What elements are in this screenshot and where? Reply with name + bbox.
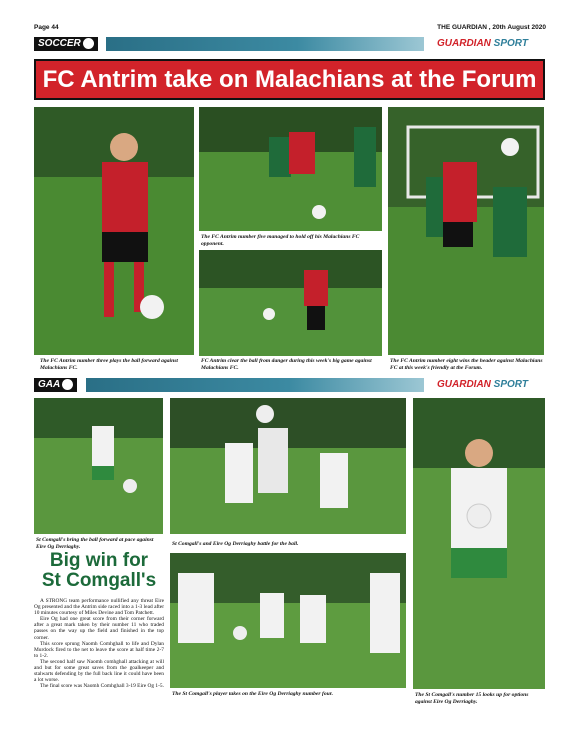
- caption-soccer-3: FC Antrim clear the ball from danger during this week's big game against Malachians FC.: [201, 358, 372, 371]
- section-bar: [106, 37, 424, 51]
- caption-soccer-2: The FC Antrim number five managed to hold off his Malachians FC opponent.: [201, 234, 360, 247]
- caption-soccer-4: The FC Antrim number eight wins the header against Malachians FC at this week's friendly at the Forum.: [390, 358, 543, 371]
- gaelic-ball-icon: [62, 379, 73, 390]
- photo-battle-for-ball: [170, 398, 406, 534]
- article-paragraph: This score sprung Naomh Comhghall to life and Dylan Murdock fired to the net to leave the score at half time 2-7 to 1-2.: [34, 640, 164, 659]
- photo-fc-antrim-number-five: [199, 107, 382, 231]
- gaa-headline: [34, 551, 164, 591]
- caption-gaa-2: St Comgall's and Eire Og Derriaghy battle for the ball.: [172, 541, 299, 547]
- soccer-headline: FC Antrim take on Malachians at the Forum: [42, 65, 537, 93]
- article-paragraph: The final score was Naomh Comhghall 3-19 Eire Og 1-5.: [40, 683, 164, 690]
- paper-date: THE GUARDIAN , 20th August 2020: [437, 24, 546, 31]
- caption-gaa-3: The St Comgall's player takes on the Eire Og Derriaghy number four.: [172, 691, 333, 697]
- gaa-label: GAA: [38, 379, 61, 390]
- soccer-section-label: [34, 37, 98, 51]
- photo-fc-antrim-number-three: [34, 107, 194, 355]
- guardian-sport-logo: [437, 38, 528, 49]
- brand-sport-gaa: SPORT: [493, 379, 528, 390]
- photo-fc-antrim-clear-ball: [199, 250, 382, 356]
- article-paragraph: A STRONG team performance nullified any threat Eire Og presented and the Antrim side raced into a 1-3 lead after 10 minutes courtesy of Miles Devine and Tom Patchett.: [34, 598, 164, 617]
- caption-gaa-4: The St Comgall's number 15 looks up for options against Eire Og Derriaghy.: [415, 692, 529, 705]
- guardian-sport-logo-gaa: [437, 379, 528, 390]
- soccer-headline-box: [34, 59, 545, 100]
- photo-takes-on-number-four: [170, 553, 406, 688]
- article-paragraph: Eire Og had one great score from their corner forward after a great mark taken by their number 11 who traded passes on the way up the field and finished in the top corner.: [34, 616, 164, 641]
- gaa-article: [34, 598, 164, 689]
- gaa-headline-line1: Big win for: [49, 550, 149, 571]
- brand-guardian-gaa: GUARDIAN: [437, 379, 491, 390]
- soccer-label: SOCCER: [38, 38, 81, 49]
- page-number: Page 44: [34, 24, 59, 31]
- brand-sport: SPORT: [493, 38, 528, 49]
- football-icon: [83, 38, 94, 49]
- photo-fc-antrim-number-eight: [388, 107, 544, 355]
- caption-gaa-1: St Comgall's bring the ball forward at pace against Eire Og Derriaghy.: [36, 537, 154, 550]
- photo-number-15: [413, 398, 545, 689]
- brand-guardian: GUARDIAN: [437, 38, 491, 49]
- gaa-section-bar: [86, 378, 424, 392]
- article-paragraph: The second half saw Naomh comhghall attacking at will and but for some great saves from the goalkeeper and stalwarts defending by the full back line it could have been a lot worse.: [34, 658, 164, 684]
- photo-st-comgalls-attack: [34, 398, 163, 534]
- caption-soccer-1: The FC Antrim number three plays the ball forward against Malachians FC.: [40, 358, 178, 371]
- gaa-headline-line2: St Comgall's: [41, 570, 157, 591]
- gaa-section-label: [34, 378, 77, 392]
